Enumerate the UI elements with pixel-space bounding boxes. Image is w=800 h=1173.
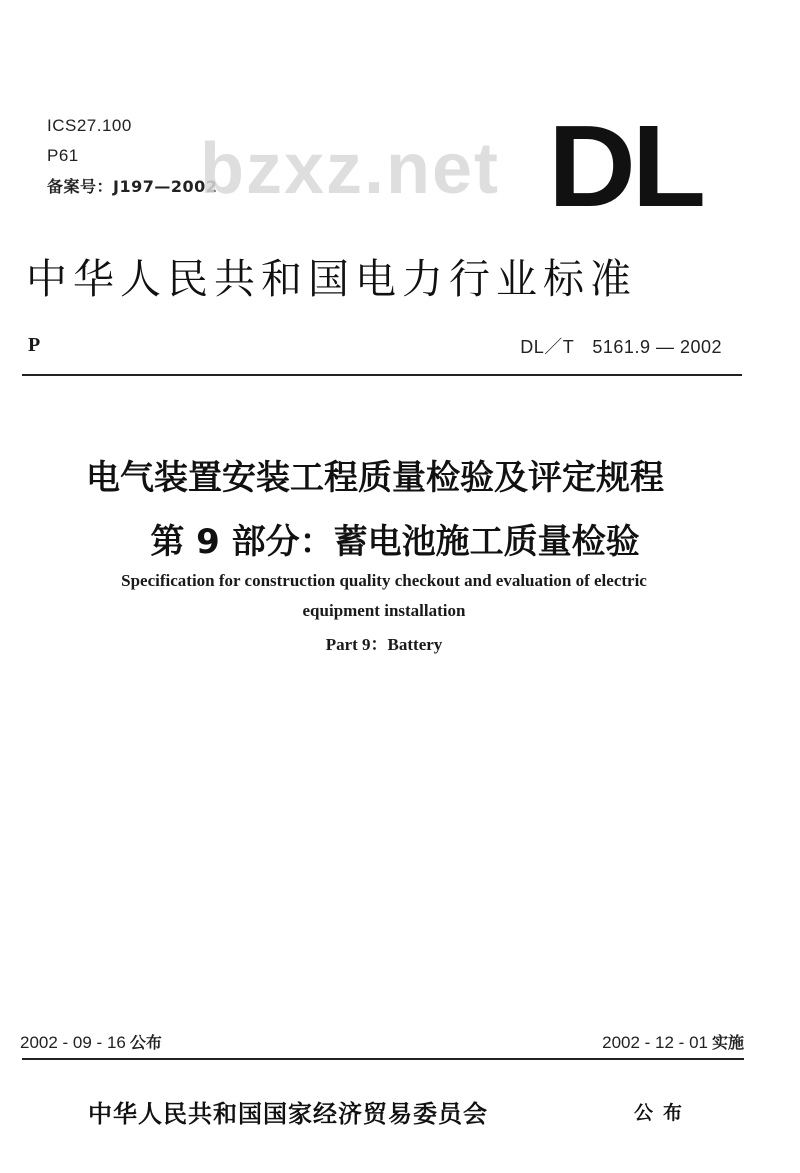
title-chinese-main: 电气装置安装工程质量检验及评定规程	[86, 458, 664, 498]
top-divider	[22, 374, 742, 376]
industry-standard-title: 中华人民共和国电力行业标准	[26, 255, 637, 303]
classification-code: P61	[47, 146, 79, 165]
dl-logo: DL	[548, 101, 702, 231]
record-number: 备案号：J197—2002	[47, 177, 218, 196]
standard-number: DL／T 5161.9 — 2002	[520, 337, 722, 357]
title-english-line2: equipment installation	[302, 601, 466, 620]
issuing-action: 公布	[634, 1102, 693, 1124]
watermark: bzxz.net	[200, 129, 501, 209]
implement-date	[602, 1030, 744, 1053]
issuing-authority: 中华人民共和国国家经济贸易委员会	[88, 1100, 488, 1128]
title-english-line1: Specification for construction quality checkout and evaluation of electric	[121, 571, 647, 590]
publish-date-label: 公布	[129, 1033, 162, 1052]
bottom-divider	[22, 1058, 744, 1060]
publish-date-value: 2002 - 09 - 16	[20, 1033, 126, 1052]
title-english-line3: Part 9：Battery	[325, 635, 443, 654]
publish-date	[20, 1030, 162, 1053]
ics-code: ICS27.100	[47, 116, 132, 135]
implement-date-label: 实施	[711, 1033, 744, 1052]
implement-date-value: 2002 - 12 - 01	[602, 1033, 708, 1052]
title-chinese-sub: 第 9 部分：蓄电池施工质量检验	[150, 522, 640, 562]
category-letter: P	[28, 334, 41, 356]
